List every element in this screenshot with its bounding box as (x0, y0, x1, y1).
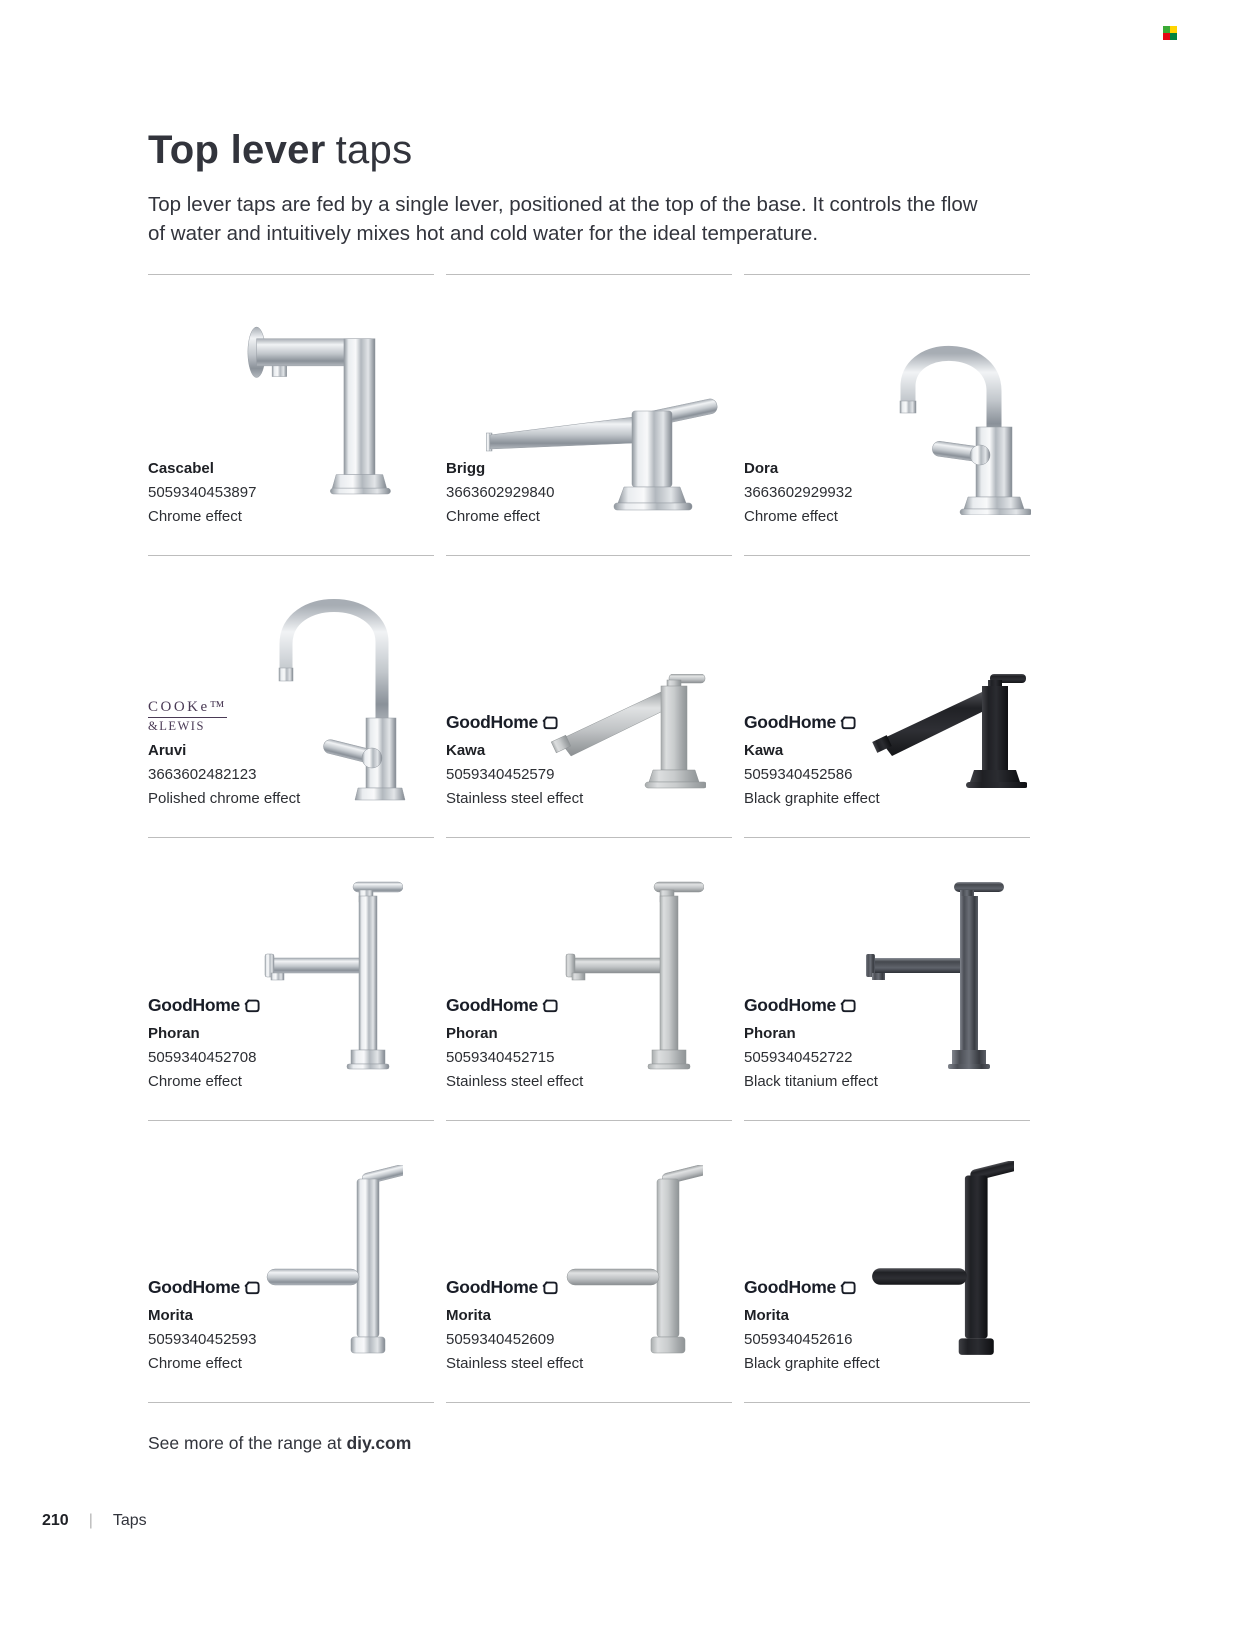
goodhome-wordmark: GoodHome (744, 995, 836, 1016)
product-ean: 5059340452616 (744, 1331, 853, 1349)
product-name: Phoran (446, 1025, 498, 1043)
product-info (446, 712, 583, 807)
product-image-phoran-tap (253, 880, 403, 1072)
product-card-phoran-chrome (148, 837, 434, 1120)
product-image-morita-tap (253, 1165, 403, 1357)
product-ean: 3663602482123 (148, 766, 257, 784)
product-name: Aruvi (148, 742, 187, 760)
product-card-kawa-black (744, 555, 1030, 837)
page-number: 210 (42, 1512, 69, 1529)
product-name: Kawa (744, 742, 784, 760)
product-name: Morita (744, 1307, 789, 1325)
goodhome-house-icon (840, 1280, 857, 1296)
goodhome-logo (148, 995, 261, 1016)
product-image-dora-tap (856, 327, 1031, 515)
product-ean: 5059340452715 (446, 1049, 555, 1067)
goodhome-house-icon (542, 715, 559, 731)
intro-text: Top lever taps are fed by a single lever, positioned at the top of the base. It controls the flow of water and intuitively mixes hot and cold water for the ideal temperature. (148, 193, 978, 246)
product-name: Kawa (446, 742, 486, 760)
product-ean: 5059340452609 (446, 1331, 555, 1349)
brand-pixel-mark-icon (1163, 26, 1177, 40)
product-finish: Black titanium effect (744, 1073, 878, 1091)
diy-com-link[interactable]: diy.com (346, 1433, 412, 1454)
product-finish: Stainless steel effect (446, 790, 584, 808)
product-name: Phoran (148, 1025, 200, 1043)
product-info (446, 995, 583, 1090)
goodhome-logo (744, 995, 878, 1016)
goodhome-house-icon (840, 998, 857, 1014)
goodhome-logo (446, 1277, 583, 1298)
product-info (148, 1277, 261, 1372)
product-finish: Black graphite effect (744, 790, 880, 808)
product-finish: Stainless steel effect (446, 1073, 584, 1091)
divider-segment (744, 1402, 1030, 1403)
product-card-aruvi (148, 555, 434, 837)
goodhome-wordmark: GoodHome (446, 1277, 538, 1298)
cooke-lewis-wordmark-line1: COOKe™ (148, 699, 227, 718)
goodhome-wordmark: GoodHome (148, 1277, 240, 1298)
page-content (148, 128, 1044, 1472)
product-info (744, 1277, 880, 1372)
product-ean: 5059340452586 (744, 766, 853, 784)
product-finish: Chrome effect (148, 1355, 242, 1373)
product-info (744, 995, 878, 1090)
product-finish: Black graphite effect (744, 1355, 880, 1373)
goodhome-wordmark: GoodHome (446, 995, 538, 1016)
product-card-phoran-steel (446, 837, 732, 1120)
product-grid-row-3 (148, 837, 1044, 1120)
product-ean: 5059340452722 (744, 1049, 853, 1067)
goodhome-house-icon (244, 998, 261, 1014)
divider-segment (148, 1402, 434, 1403)
cooke-lewis-wordmark-line2: &LEWIS (148, 719, 205, 734)
product-ean: 5059340452593 (148, 1331, 257, 1349)
product-info (744, 712, 880, 807)
product-name: Morita (148, 1307, 193, 1325)
product-ean: 5059340452708 (148, 1049, 257, 1067)
product-ean: 5059340452579 (446, 766, 555, 784)
product-card-phoran-titanium (744, 837, 1030, 1120)
page-title-bold: Top lever (148, 128, 326, 172)
product-finish: Chrome effect (148, 508, 242, 526)
goodhome-logo (148, 1277, 261, 1298)
product-card-dora (744, 274, 1030, 555)
product-card-morita-black (744, 1120, 1030, 1402)
product-card-brigg (446, 274, 732, 555)
product-info (446, 1277, 583, 1372)
product-image-kawa-black-tap (862, 674, 1027, 794)
goodhome-wordmark: GoodHome (744, 1277, 836, 1298)
product-name: Dora (744, 460, 779, 478)
product-info (148, 460, 256, 525)
bottom-divider (148, 1402, 1044, 1403)
product-card-kawa-steel (446, 555, 732, 837)
product-info (148, 698, 300, 807)
footer-separator: | (88, 1512, 93, 1529)
page-footer (42, 1512, 147, 1530)
product-name: Cascabel (148, 460, 214, 478)
goodhome-wordmark: GoodHome (744, 712, 836, 733)
divider-segment (446, 1402, 732, 1403)
cooke-lewis-logo (148, 698, 300, 734)
goodhome-logo (446, 995, 583, 1016)
goodhome-wordmark: GoodHome (148, 995, 240, 1016)
see-more-prefix: See more of the range at (148, 1433, 347, 1454)
product-card-morita-steel (446, 1120, 732, 1402)
see-more-text (148, 1433, 1044, 1454)
product-ean: 5059340453897 (148, 484, 257, 502)
product-name: Morita (446, 1307, 491, 1325)
product-ean: 3663602929932 (744, 484, 853, 502)
goodhome-logo (446, 712, 583, 733)
product-card-morita-chrome (148, 1120, 434, 1402)
product-info (148, 995, 261, 1090)
product-grid-row-2 (148, 555, 1044, 837)
product-finish: Polished chrome effect (148, 790, 301, 808)
product-finish: Chrome effect (744, 508, 838, 526)
product-image-morita-black-tap (856, 1161, 1014, 1359)
product-grid-row-1 (148, 274, 1044, 555)
product-info (744, 460, 852, 525)
product-finish: Stainless steel effect (446, 1355, 584, 1373)
goodhome-logo (744, 712, 880, 733)
product-grid-row-4 (148, 1120, 1044, 1402)
goodhome-house-icon (542, 1280, 559, 1296)
goodhome-logo (744, 1277, 880, 1298)
goodhome-house-icon (840, 715, 857, 731)
product-name: Brigg (446, 460, 486, 478)
product-finish: Chrome effect (148, 1073, 242, 1091)
product-image-cascabel-tap (243, 321, 408, 501)
goodhome-house-icon (542, 998, 559, 1014)
product-info (446, 460, 554, 525)
footer-section-label: Taps (112, 1512, 147, 1529)
product-ean: 3663602929840 (446, 484, 555, 502)
product-name: Phoran (744, 1025, 796, 1043)
goodhome-wordmark: GoodHome (446, 712, 538, 733)
product-card-cascabel (148, 274, 434, 555)
product-finish: Chrome effect (446, 508, 540, 526)
page-title-light: taps (335, 128, 413, 172)
page-title (148, 128, 1044, 172)
goodhome-house-icon (244, 1280, 261, 1296)
